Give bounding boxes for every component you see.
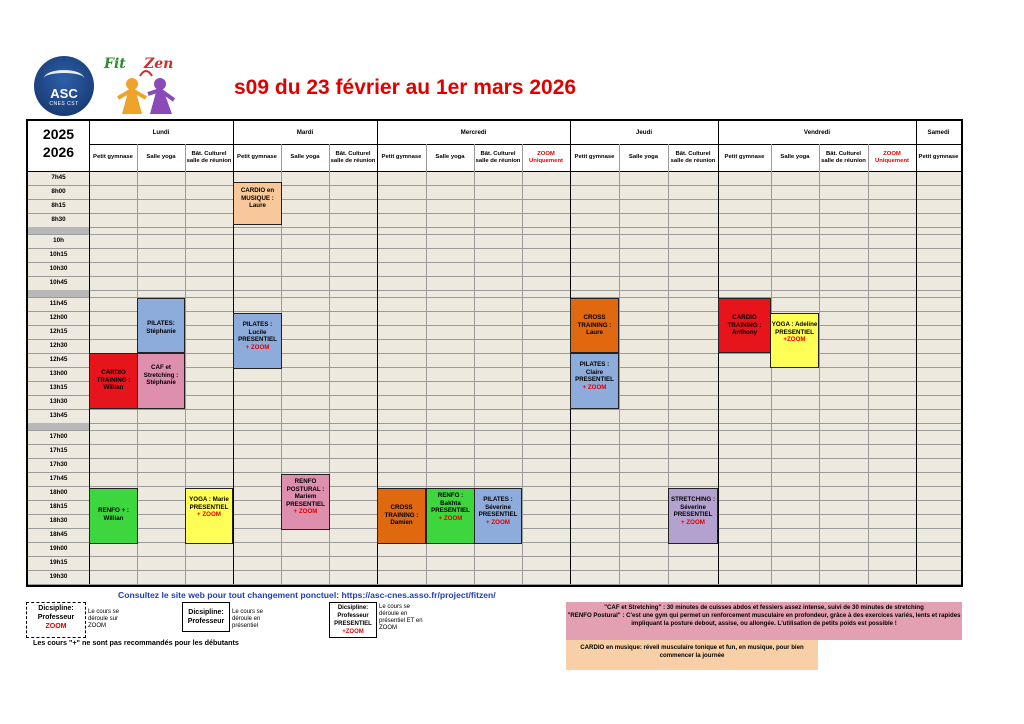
legend-zoom-box: [26, 602, 86, 638]
class-block-pilates-mercredi[interactable]: [474, 488, 522, 544]
class-block-cardio-training-lundi[interactable]: [89, 353, 138, 409]
class-title: RENFO + : Willian: [98, 507, 129, 522]
day-header-vendredi: Vendredi: [803, 129, 831, 136]
schedule-grid: [26, 119, 963, 587]
time-label: 13h30: [49, 398, 68, 405]
grid-col-line: [868, 144, 869, 584]
wave-icon: [44, 70, 84, 86]
fitzen-zen-text: Zen: [144, 56, 174, 72]
grid-row-line: [28, 248, 961, 249]
time-label: 10h45: [49, 279, 68, 286]
time-label: 17h15: [49, 447, 68, 454]
room-header: Petit gymnase: [93, 154, 133, 160]
room-header: Bât. Culturel salle de réunion: [330, 150, 376, 164]
class-block-cardio-training-vendredi[interactable]: [718, 298, 771, 353]
grid-row-line: [28, 227, 961, 228]
class-title: RENFO POSTURAL : Mariem PRESENTIEL: [286, 478, 325, 508]
legend-presentiel-text: Le cours se déroule en présentiel: [232, 609, 264, 629]
grid-row-line: [28, 213, 961, 214]
room-header: Bât. Culturel salle de réunion: [670, 150, 716, 164]
room-header-zoom: ZOOM Uniquement: [874, 150, 910, 164]
corner-year-2: 2026: [42, 144, 75, 160]
class-title: CARDIO TRAINING : Willian: [96, 369, 131, 392]
room-header: Bât. Culturel salle de réunion: [475, 150, 521, 164]
time-label: 12h00: [49, 314, 68, 321]
class-block-yoga-lundi[interactable]: [185, 488, 233, 544]
class-zoom: + ZOOM: [582, 383, 607, 391]
day-header-mercredi: Mercredi: [460, 129, 487, 136]
room-header: Petit gymnase: [381, 154, 422, 160]
grid-row-line: [28, 262, 961, 263]
info-caf-renfo: [566, 602, 962, 640]
class-block-pilates-jeudi[interactable]: [570, 353, 619, 409]
fitzen-logo: [100, 54, 188, 118]
room-header: Bât. Culturel salle de réunion: [186, 150, 232, 164]
time-label: 8h15: [51, 202, 66, 209]
class-title: PILATES : Séverine PRESENTIEL: [478, 496, 518, 519]
fitzen-fit-text: Fit: [104, 56, 126, 72]
day-header-lundi: Lundi: [152, 129, 170, 136]
time-label: 11h45: [49, 300, 68, 307]
time-label: 18h00: [49, 489, 68, 496]
time-label: 17h30: [49, 461, 68, 468]
grid-col-line: [916, 121, 917, 584]
class-zoom: + ZOOM: [681, 518, 705, 526]
grid-col-line: [619, 144, 620, 584]
asc-logo: [34, 56, 94, 116]
legend-label: +ZOOM: [342, 629, 364, 635]
room-header: Petit gymnase: [574, 154, 615, 160]
time-label: 19h00: [49, 545, 68, 552]
class-title: PILATES : Claire PRESENTIEL: [575, 361, 614, 384]
room-header: Petit gymnase: [918, 154, 959, 160]
asc-logo-text: ASC: [50, 86, 78, 101]
time-separator: [28, 227, 89, 234]
grid-row-line: [28, 472, 961, 473]
legend-both-text: Le cours se déroule en présentiel ET en ZOOM: [379, 604, 423, 631]
website-link[interactable]: Consultez le site web pour tout changement ponctuel: https://asc-cnes.asso.fr/project/fitzen/: [118, 590, 496, 600]
time-label: 12h30: [49, 342, 68, 349]
class-block-cross-training-jeudi[interactable]: [570, 298, 619, 353]
time-separator: [28, 423, 89, 430]
class-block-cross-training-mercredi[interactable]: [377, 488, 426, 544]
time-label: 12h45: [49, 356, 68, 363]
class-zoom: + ZOOM: [486, 518, 510, 526]
time-label: 19h30: [49, 573, 68, 580]
room-header: Petit gymnase: [237, 154, 277, 160]
legend-label: Dicsipline:: [188, 609, 224, 616]
legend-both-box: [329, 602, 377, 638]
legend-label: Dicsipline:: [38, 605, 74, 612]
grid-row-line: [28, 486, 961, 487]
time-separator: [28, 290, 89, 297]
grid-row-line: [28, 570, 961, 571]
class-block-caf-stretching[interactable]: [137, 353, 185, 409]
corner-year-1: 2025: [42, 126, 75, 142]
class-title: STRETCHING : Séverine PRESENTIEL: [671, 496, 715, 519]
class-block-cardio-musique[interactable]: [233, 182, 282, 225]
room-header: Salle yoga: [146, 154, 176, 160]
grid-header-line: [28, 171, 961, 172]
room-header: Petit gymnase: [724, 154, 765, 160]
time-label: 13h45: [49, 412, 68, 419]
grid-row-line: [28, 199, 961, 200]
time-label: 18h15: [49, 503, 68, 510]
room-header: Salle yoga: [780, 154, 810, 160]
grid-row-line: [28, 556, 961, 557]
time-label: 17h00: [49, 433, 68, 440]
legend-label: Professeur: [37, 614, 75, 621]
class-block-renfo-plus[interactable]: [89, 488, 138, 544]
room-header: Bât. Culturel salle de réunion: [821, 150, 866, 164]
info-renfo-text: "RENFO Postural" : C'est une gym qui permet un renforcement musculaire en profondeur, grâce à des exercices variés, lents et rapides impliquant la posture debout, assise, ou allongée. L'utilisation de petits poids est possible !: [567, 612, 961, 627]
legend-label: PRESENTIEL: [334, 621, 372, 627]
page-title: s09 du 23 février au 1er mars 2026: [234, 76, 577, 99]
class-zoom: +ZOOM: [783, 336, 806, 344]
time-label: 18h45: [49, 531, 68, 538]
class-block-pilates-mardi[interactable]: [233, 313, 282, 369]
class-block-renfo-postural[interactable]: [281, 474, 330, 530]
time-label: 12h15: [49, 328, 68, 335]
class-title: CAF et Stretching : Stéphanie: [143, 364, 179, 387]
class-block-renfo-mercredi[interactable]: [426, 488, 475, 544]
grid-col-line: [961, 144, 962, 584]
grid-row-line: [28, 458, 961, 459]
class-title: PILATES : Lucile PRESENTIEL: [238, 321, 277, 344]
grid-row-line: [28, 423, 961, 424]
class-title: YOGA : Marie PRESENTIEL: [189, 496, 229, 511]
time-label: 8h30: [51, 216, 66, 223]
room-header: Salle yoga: [435, 154, 465, 160]
time-label: 7h45: [51, 174, 66, 181]
class-title: YOGA : Adeline PRESENTIEL: [771, 321, 818, 336]
time-label: 10h30: [49, 265, 68, 272]
grid-col-line: [819, 144, 820, 584]
info-caf-text: "CAF et Stretching" : 30 minutes de cuisses abdos et fessiers assez intense, suivi de 30 minutes de stretching: [604, 604, 924, 611]
legend-label: ZOOM: [45, 623, 67, 630]
day-header-samedi: Samedi: [927, 129, 950, 136]
class-title: PILATES: Stéphanie: [146, 320, 176, 335]
class-title: CROSS TRAINING : Laure: [577, 314, 612, 337]
legend-label: Professeur: [187, 618, 225, 625]
class-title: RENFO : Bakhta PRESENTIEL: [431, 492, 470, 515]
grid-row-line: [28, 444, 961, 445]
time-label: 10h: [53, 237, 64, 244]
legend-label: Professeur: [337, 613, 369, 619]
class-zoom: + ZOOM: [197, 511, 221, 519]
time-label: 10h15: [49, 251, 68, 258]
info-cardio-text: CARDIO en musique: réveil musculaire tonique et fun, en musique, pour bien commencer la journée: [580, 644, 804, 659]
asc-logo-subtext: CNES CST: [49, 101, 79, 107]
grid-row-line: [28, 234, 961, 235]
class-zoom: + ZOOM: [438, 514, 463, 522]
time-label: 18h30: [49, 517, 68, 524]
info-cardio: [566, 640, 818, 670]
legend-label: Dicsipline:: [337, 605, 369, 611]
grid-row-line: [28, 409, 961, 410]
time-label: 13h00: [49, 370, 68, 377]
class-title: CARDIO en MUSIQUE : Laure: [240, 187, 275, 210]
day-header-jeudi: Jeudi: [635, 129, 653, 136]
grid-row-line: [28, 185, 961, 186]
time-label: 13h15: [49, 384, 68, 391]
time-label: 17h45: [49, 475, 68, 482]
beginner-note: Les cours "+" ne sont pas recommandés pour les débutants: [33, 638, 239, 647]
legend-presentiel-box: [182, 602, 230, 632]
grid-row-line: [28, 430, 961, 431]
room-header: Salle yoga: [628, 154, 659, 160]
class-block-yoga-vendredi[interactable]: [770, 313, 819, 368]
grid-row-line: [28, 290, 961, 291]
legend-zoom-text: Le cours se déroule sur ZOOM: [88, 609, 120, 629]
class-title: CROSS TRAINING : Damien: [384, 504, 419, 527]
time-label: 8h00: [51, 188, 66, 195]
class-title: CARDIO TRAINING : Anthony: [727, 314, 762, 337]
class-zoom: + ZOOM: [245, 343, 270, 351]
day-header-mardi: Mardi: [296, 129, 314, 136]
class-block-pilates-lundi[interactable]: [137, 298, 185, 353]
class-zoom: + ZOOM: [293, 508, 318, 516]
time-label: 19h15: [49, 559, 68, 566]
grid-row-line: [28, 276, 961, 277]
grid-col-line: [522, 144, 523, 584]
class-block-stretching-jeudi[interactable]: [668, 488, 718, 544]
grid-row-line: [28, 584, 961, 585]
room-header: Salle yoga: [290, 154, 320, 160]
room-header-zoom: ZOOM Uniquement: [528, 150, 564, 164]
